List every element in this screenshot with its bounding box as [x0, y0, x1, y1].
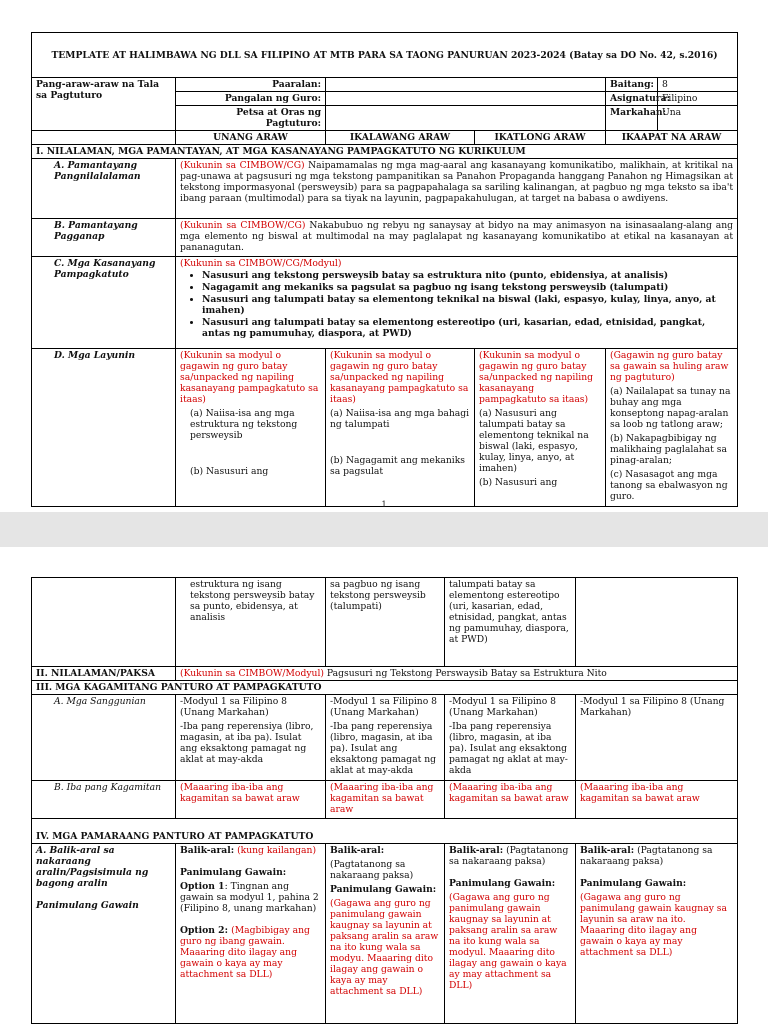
- source-note: (kung kailangan): [237, 845, 317, 856]
- pamantayang-pangnilalaman-label: A. Pamantayang Pangnilalalaman: [32, 159, 176, 219]
- panimulang-gawain-heading: Panimulang Gawain:: [330, 884, 437, 895]
- pamaraan-day-2: [326, 844, 445, 1024]
- layunin-day-2-continued: sa pagbuo ng isang tekstong persweysib (talumpati): [326, 578, 445, 667]
- day-header-1: UNANG ARAW: [176, 131, 326, 145]
- asignatura-label: Asignatura:: [606, 92, 658, 106]
- document-page-2: [0, 547, 768, 1024]
- pamaraan-day-4: [576, 844, 738, 1024]
- source-note: (Kukunin sa CIMBOW/CG/Modyul): [180, 258, 342, 269]
- panimulang-gawain-heading: Panimulang Gawain:: [580, 878, 687, 889]
- layunin-b: (b) Nasusuri ang: [479, 477, 558, 488]
- sanggunian-line: -Modyul 1 sa Filipino 8 (Unang Markahan): [449, 696, 556, 718]
- balik-aral-heading: Balik-aral:: [580, 845, 635, 856]
- kagamitan-day-1: (Maaaring iba-iba ang kagamitan sa bawat araw: [176, 781, 326, 819]
- balik-aral-label: A. Balik-aral sa nakaraang aralin/Pagsisimula ng bagong aralin: [36, 845, 149, 889]
- kagamitan-day-4: (Maaaring iba-iba ang kagamitan sa bawat araw: [576, 781, 738, 819]
- balik-aral-label-cell: [32, 844, 176, 1024]
- layunin-c: (c) Nasasagot ang mga tanong sa ebalwasyon ng guro.: [610, 469, 728, 502]
- pamaraan-day-3: [445, 844, 576, 1024]
- list-item: • Nasusuri ang talumpati batay sa elementong teknikal na biswal (laki, espasyo, kulay, linya, anyo, at imahen): [202, 294, 733, 316]
- layunin-continued-blank: [32, 578, 176, 667]
- layunin-day-1-continued: estruktura ng isang tekstong persweysib batay sa punto, ebidensya, at analisis: [176, 578, 326, 667]
- option-1-label: Option 1: [180, 881, 225, 892]
- source-note: (Kukunin sa modyul o gagawin ng guro batay sa/unpacked ng napiling kasanayang pampagkatuto sa itaas): [180, 350, 319, 405]
- kasanayang-pampagkatuto-label: C. Mga Kasanayang Pampagkatuto: [32, 257, 176, 349]
- source-note: (Kukunin sa modyul o gagawin ng guro batay sa/unpacked ng napiling kasanayang pampagkatuto sa itaas): [479, 350, 594, 405]
- section-3-title: III. MGA KAGAMITANG PANTURO AT PAMPAGKATUTO: [32, 681, 738, 695]
- mga-sanggunian-label: A. Mga Sanggunian: [32, 695, 176, 781]
- sanggunian-line: -Iba pang reperensiya (libro, magasin, at iba pa). Isulat ang eksaktong pamagat ng aklat at may-akda: [449, 721, 568, 776]
- body-text: Naipamamalas ng mga mag-aaral ang kasanayang komunikatibo, malikhain, at kritikal na pag-unawa at pagsusuri ng mga tekstong pampanitikan sa Panahon Propaganda hanggang Panahon ng Himagsikan at tekstong impormasyonal (persweysib) para sa pagpapahalaga sa sariling kalinangan, at pagbuo ng mga teksto sa iba't ibang paraan (multimodal) para sa tiyak na layunin, pagpapakahulugan, at target na babasa o awdiyens.: [180, 160, 734, 204]
- kasanayang-pampagkatuto-cell: [176, 257, 738, 349]
- panimulang-gawain-text: (Gagawa ang guro ng panimulang gawain kaugnay sa layunin at paksang aralin sa araw na ito kung wala sa modyul. Maaaring dito ilagay ang gawain o kaya ay may attachment sa DLL): [449, 892, 567, 991]
- layunin-b: (b) Nagagamit ang mekaniks sa pagsulat: [330, 455, 465, 477]
- balik-aral-heading: Balik-aral:: [449, 845, 504, 856]
- balik-aral-text: (Pagtatanong sa nakaraang paksa): [449, 845, 569, 867]
- kagamitan-day-2: (Maaaring iba-iba ang kagamitan sa bawat araw: [326, 781, 445, 819]
- sanggunian-line: -Iba pang reperensiya (libro, magasin, at iba pa). Isulat ang eksaktong pamagat ng aklat at may-akda: [330, 721, 437, 776]
- page-gap: [0, 512, 768, 547]
- section-4-title: IV. MGA PAMARAANG PANTURO AT PAMPAGKATUTO: [32, 819, 738, 844]
- source-note: (Kukunin sa CIMBOW/Modyul): [180, 668, 324, 679]
- balik-aral-text: (Pagtatanong sa nakaraang paksa): [580, 845, 713, 867]
- body-text: Pagsusuri ng Tekstong Perswaysib Batay sa Estruktura Nito: [323, 668, 607, 679]
- layunin-day-3: [475, 349, 606, 507]
- kasanayan-list: [180, 270, 733, 339]
- paaralan-value[interactable]: [326, 78, 606, 92]
- source-note: (Gagawin ng guro batay sa gawain sa huling araw ng pagtuturo): [610, 350, 729, 383]
- sanggunian-line: -Iba pang reperensiya (libro, magasin, at iba pa). Isulat ang eksaktong pamagat ng aklat at may-akda: [180, 721, 314, 765]
- pamantayang-pangnilalaman-text: [176, 159, 738, 219]
- panimulang-gawain-heading: Panimulang Gawain:: [449, 878, 556, 889]
- day-header-2: IKALAWANG ARAW: [326, 131, 475, 145]
- option-2-text: (Magbibigay ang guro ng ibang gawain. Maaaring dito ilagay ang gawain o kaya ay may attachment sa DLL): [180, 925, 310, 980]
- sanggunian-line: -Modyul 1 sa Filipino 8 (Unang Markahan): [180, 696, 287, 718]
- guro-value[interactable]: [326, 92, 606, 106]
- source-note: (Kukunin sa CIMBOW/CG): [180, 220, 306, 231]
- balik-aral-text: (Pagtatanong sa nakaraang paksa): [330, 859, 414, 881]
- iba-pang-kagamitan-label: B. Iba pang Kagamitan: [32, 781, 176, 819]
- petsa-label: Petsa at Oras ng Pagtuturo:: [176, 106, 326, 131]
- layunin-a: (a) Naiisa-isa ang mga estruktura ng tekstong persweysib: [190, 408, 298, 441]
- day-header-4: IKAAPAT NA ARAW: [606, 131, 738, 145]
- sanggunian-day-4: [576, 695, 738, 781]
- pamantayang-pagganap-text: [176, 219, 738, 257]
- body-text: Nakabubuo ng rebyu ng sanaysay at bidyo na may animasyon na isinasaalang-alang ang mga elemento ng biswal at multimodal na may paglalapat ng kasanayang komunikatibo at etikal na kasanayan at pananagutan.: [180, 220, 734, 253]
- dll-table-page-2: [31, 577, 738, 1024]
- list-item: • Nasusuri ang tekstong persweysib batay sa estruktura nito (punto, ebidensiya, at analisis): [202, 270, 733, 281]
- pamantayang-pagganap-label: B. Pamantayang Pagganap: [32, 219, 176, 257]
- balik-aral-heading: Balik-aral:: [330, 845, 385, 856]
- markahan-label: Markahan:: [606, 106, 658, 131]
- sanggunian-line: -Modyul 1 sa Filipino 8 (Unang Markahan): [580, 696, 725, 718]
- kagamitan-day-3: (Maaaring iba-iba ang kagamitan sa bawat araw: [445, 781, 576, 819]
- option-1-text: : Tingnan ang gawain sa modyul 1, pahina 2 (Filipino 8, unang markahan): [180, 881, 319, 914]
- option-2-label: Option 2: [180, 925, 225, 936]
- layunin-a: (a) Nailalapat sa tunay na buhay ang mga konseptong napag-aralan sa loob ng tatlong araw;: [610, 386, 731, 430]
- layunin-b: (b) Nasusuri ang: [190, 466, 269, 477]
- panimulang-gawain-heading: Panimulang Gawain:: [180, 867, 287, 878]
- panimulang-gawain-label: Panimulang Gawain: [36, 900, 139, 911]
- list-item: • Nagagamit ang mekaniks sa pagsulat sa pagbuo ng isang tekstong persweysib (talumpati): [202, 282, 733, 293]
- sanggunian-day-2: [326, 695, 445, 781]
- sanggunian-day-3: [445, 695, 576, 781]
- layunin-day-4: [606, 349, 738, 507]
- panimulang-gawain-text: (Gagawa ang guro ng panimulang gawain kaugnay sa layunin at paksang aralin sa araw na ito kung wala sa modyu. Maaaring dito ilagay ang gawain o kaya ay may attachment sa DLL): [330, 898, 439, 997]
- paaralan-label: Paaralan:: [176, 78, 326, 92]
- guro-label: Pangalan ng Guro:: [176, 92, 326, 106]
- layunin-b: (b) Nakapagbibigay ng malikhaing paglalahat sa pinag-aralan;: [610, 433, 727, 466]
- sanggunian-line: -Modyul 1 sa Filipino 8 (Unang Markahan): [330, 696, 437, 718]
- section-2-text: [176, 667, 738, 681]
- layunin-a: (a) Nasusuri ang talumpati batay sa elementong teknikal na biswal (laki, espasyo, kulay, linya, anyo, at imahen): [479, 408, 589, 474]
- layunin-day-1: [176, 349, 326, 507]
- baitang-label: Baitang:: [606, 78, 658, 92]
- tala-label: Pang-araw-araw na Tala sa Pagtuturo: [32, 78, 176, 131]
- petsa-value[interactable]: [326, 106, 606, 131]
- source-note: (Kukunin sa CIMBOW/CG): [180, 160, 305, 171]
- section-2-title: II. NILALAMAN/PAKSA: [32, 667, 176, 681]
- day-header-blank: [32, 131, 176, 145]
- asignatura-value[interactable]: Filipino: [658, 92, 738, 106]
- sanggunian-day-1: [176, 695, 326, 781]
- document-title: TEMPLATE AT HALIMBAWA NG DLL SA FILIPINO AT MTB PARA SA TAONG PANURUAN 2023-2024 (Batay sa DO No. 42, s.2016): [32, 33, 738, 78]
- markahan-value[interactable]: Una: [658, 106, 738, 131]
- baitang-value[interactable]: 8: [658, 78, 738, 92]
- mga-layunin-label: D. Mga Layunin: [32, 349, 176, 507]
- layunin-day-3-continued: talumpati batay sa elementong estereotipo (uri, kasarian, edad, etnisidad, pangkat, antas ng pamumuhay, diaspora, at PWD): [445, 578, 576, 667]
- panimulang-gawain-text: (Gagawa ang guro ng panimulang gawain kaugnay sa layunin sa araw na ito. Maaaring dito ilagay ang gawain o kaya ay may attachment sa DLL): [580, 892, 727, 958]
- pamaraan-day-1: Balik-aral: (kung kailangan) Panimulang Gawain: Option 1: Tingnan ang gawain sa modyul 1, pahina 2 (Filipino 8, unang markahan) Option 2: (Magbibigay ang guro ng ibang gawain. Maaaring dito ilagay ang gawain o kaya ay may attachment sa DLL): [176, 844, 326, 1024]
- layunin-a: (a) Naiisa-isa ang mga bahagi ng talumpati: [330, 408, 470, 430]
- section-1-title: I. NILALAMAN, MGA PAMANTAYAN, AT MGA KASANAYANG PAMPAGKATUTO NG KURIKULUM: [32, 145, 738, 159]
- page-number: 1: [381, 500, 387, 509]
- layunin-day-4-continued: [576, 578, 738, 667]
- layunin-day-2: [326, 349, 475, 507]
- day-header-3: IKATLONG ARAW: [475, 131, 606, 145]
- balik-aral-heading: Balik-aral:: [180, 845, 235, 856]
- dll-table-page-1: [31, 32, 738, 507]
- list-item: • Nasusuri ang talumpati batay sa elementong estereotipo (uri, kasarian, edad, etnisidad, pangkat, antas ng pamumuhay, diaspora, at PWD): [202, 317, 733, 339]
- source-note: (Kukunin sa modyul o gagawin ng guro batay sa/unpacked ng napiling kasanayang pampagkatuto sa itaas): [330, 350, 469, 405]
